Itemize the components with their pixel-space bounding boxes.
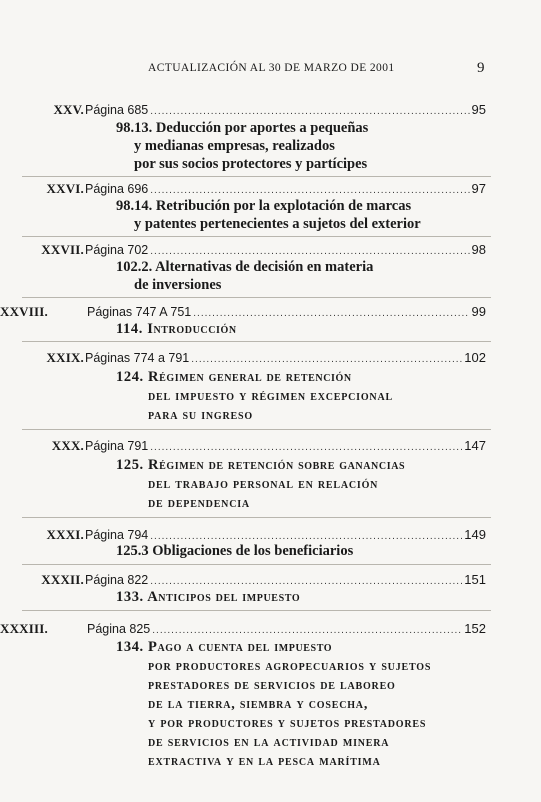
subsection-line: del impuesto y régimen excepcional <box>148 389 393 404</box>
subsection-line: de la tierra, siembra y cosecha, <box>148 697 369 712</box>
roman-numeral: XXXII. <box>41 572 84 587</box>
roman-numeral: XXXIII. <box>0 621 48 636</box>
subsection-heading <box>116 197 411 216</box>
roman-numeral: XXXI. <box>46 527 84 542</box>
page-reference: Página 822 <box>85 573 149 587</box>
subsection-heading <box>116 542 353 561</box>
subsection-heading <box>116 119 368 138</box>
page-reference: Página 696 <box>85 182 149 196</box>
subsection-line: de servicios en la actividad minera <box>148 735 390 750</box>
target-page: 149 <box>464 527 486 542</box>
toc-entry-xxxii <box>0 571 486 589</box>
divider <box>22 429 491 430</box>
subsection-line: Régimen general de retención <box>148 369 352 385</box>
subsection-heading <box>116 588 300 607</box>
page-number: 9 <box>477 60 485 76</box>
toc-entry-xxvii <box>0 241 486 259</box>
subsection-line: Retribución por la explotación de marcas <box>155 198 412 214</box>
divider <box>22 236 491 237</box>
divider <box>22 564 491 565</box>
leader-dots <box>191 351 462 369</box>
divider <box>22 176 491 177</box>
target-page: 95 <box>471 102 486 117</box>
subsection-line: por productores agropecuarios y sujetos <box>148 659 432 674</box>
toc-entry-xxx <box>0 437 486 455</box>
subsection-number: 125.3 <box>116 543 149 559</box>
roman-numeral: XXVII. <box>41 242 84 257</box>
subsection-number: 134. <box>116 639 144 655</box>
subsection-line: Pago a cuenta del impuesto <box>148 639 333 655</box>
subsection-number: 102.2. <box>116 259 153 275</box>
page-reference: Página 825 <box>87 622 151 636</box>
toc-entry-xxix <box>0 349 486 367</box>
toc-entry-xxv <box>0 101 486 119</box>
subsection-line: del trabajo personal en relación <box>148 477 379 492</box>
page-reference: Página 794 <box>85 528 149 542</box>
subsection-line: Introducción <box>147 321 237 337</box>
subsection-line: prestadores de servicios de laboreo <box>148 678 396 693</box>
target-page: 152 <box>464 621 486 636</box>
subsection-number: 98.13. <box>116 120 153 136</box>
subsection-line: Régimen de retención sobre ganancias <box>148 457 406 473</box>
subsection-line: Obligaciones de los beneficiarios <box>152 543 354 559</box>
roman-numeral: XXIX. <box>46 350 84 365</box>
subsection-line: por sus socios protectores y partícipes <box>134 156 368 172</box>
roman-numeral: XXVI. <box>46 181 84 196</box>
subsection-number: 114. <box>116 321 143 337</box>
subsection-line: y patentes pertenecientes a sujetos del exterior <box>134 216 421 232</box>
page-reference: Páginas 747 A 751 <box>87 305 192 319</box>
subsection-line: Deducción por aportes a pequeñas <box>155 120 369 136</box>
roman-numeral: XXVIII. <box>0 304 48 319</box>
subsection-number: 125. <box>116 457 144 473</box>
target-page: 99 <box>471 304 486 319</box>
target-page: 102 <box>464 350 486 365</box>
subsection-line: y medianas empresas, realizados <box>134 138 335 154</box>
page-reference: Página 685 <box>85 103 149 117</box>
target-page: 98 <box>471 242 486 257</box>
subsection-line: extractiva y en la pesca marítima <box>148 754 381 769</box>
subsection-heading <box>116 456 405 475</box>
subsection-line: para su ingreso <box>148 408 253 423</box>
divider <box>22 341 491 342</box>
toc-entry-xxxiii <box>0 620 486 638</box>
leader-dots <box>150 439 462 457</box>
running-header <box>0 62 541 80</box>
divider <box>22 610 491 611</box>
subsection-heading <box>116 320 237 339</box>
subsection-line: de dependencia <box>148 496 250 511</box>
divider <box>22 517 491 518</box>
subsection-heading <box>116 368 352 387</box>
toc-entry-xxvi <box>0 180 486 198</box>
page-reference: Páginas 774 a 791 <box>85 351 190 365</box>
roman-numeral: XXV. <box>53 102 84 117</box>
divider <box>22 297 491 298</box>
toc-entry-xxviii <box>0 303 486 321</box>
subsection-heading <box>116 638 332 657</box>
subsection-number: 98.14. <box>116 198 153 214</box>
target-page: 151 <box>464 572 486 587</box>
page-reference: Página 791 <box>85 439 149 453</box>
subsection-line: Alternativas de decisión en materia <box>155 259 374 275</box>
subsection-line: y por productores y sujetos prestadores <box>148 716 427 731</box>
subsection-line: Anticipos del impuesto <box>147 589 301 605</box>
subsection-number: 133. <box>116 589 144 605</box>
target-page: 97 <box>471 181 486 196</box>
subsection-heading <box>116 258 373 277</box>
target-page: 147 <box>464 438 486 453</box>
subsection-number: 124. <box>116 369 144 385</box>
subsection-line: de inversiones <box>134 277 222 293</box>
roman-numeral: XXX. <box>51 438 84 453</box>
header-title: ACTUALIZACIÓN AL 30 DE MARZO DE 2001 <box>148 62 395 74</box>
page-reference: Página 702 <box>85 243 149 257</box>
